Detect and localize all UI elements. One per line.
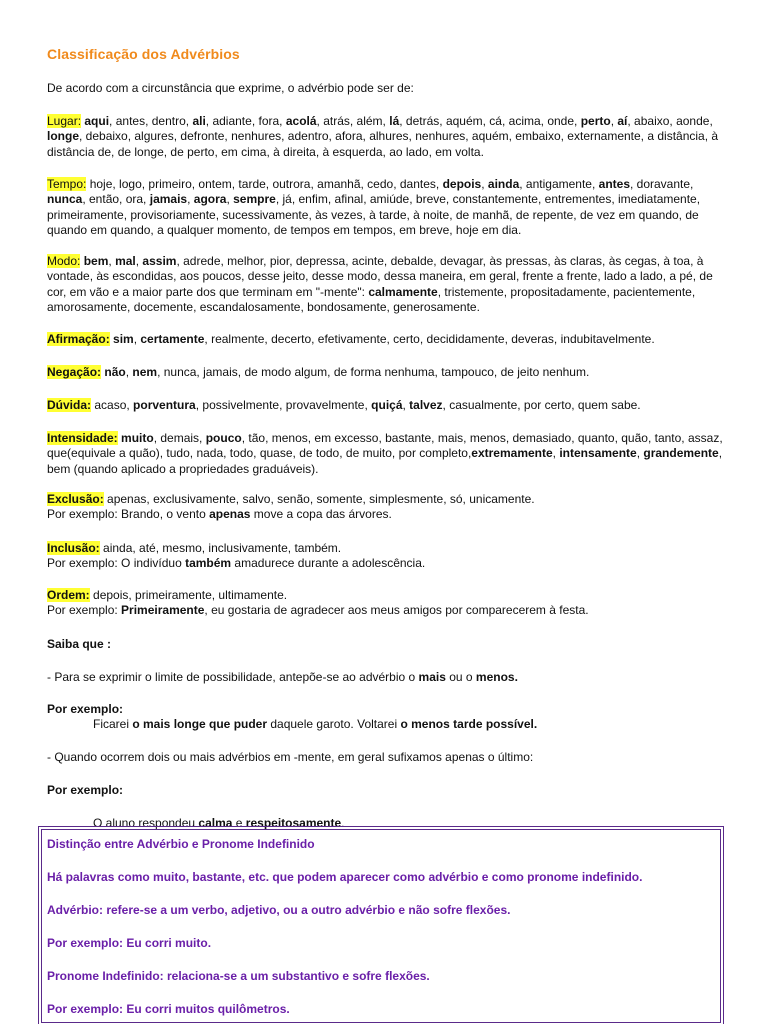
bold-term: aí bbox=[617, 114, 628, 128]
bold-term: depois bbox=[442, 177, 482, 191]
section-body: acaso, porventura, possivelmente, provavelmente, quiçá, talvez, casualmente, por certo, quem sabe. bbox=[91, 398, 641, 412]
bold-term: menos. bbox=[475, 670, 518, 684]
bold-term: lá bbox=[389, 114, 400, 128]
section-intensidade bbox=[47, 431, 727, 477]
section-body: depois, primeiramente, ultimamente. bbox=[89, 588, 288, 602]
section-label: Intensidade: bbox=[47, 431, 118, 445]
section-inclusao bbox=[47, 541, 727, 572]
example-1: Ficarei o mais longe que puder daquele garoto. Voltarei o menos tarde possível. bbox=[93, 717, 538, 731]
distinction-box bbox=[41, 829, 721, 1023]
section-body: bem, mal, assim, adrede, melhor, pior, depressa, acinte, debalde, devagar, às pressas, às claras, às cegas, à toa, à vontade, às escondidas, aos poucos, desse jeito, desse modo, dessa maneira, em geral, frente a frente, lado a lado, a pé, de cor, em vão e a maior parte dos que terminam em "-mente": calmamente, tristemente, propositadamente, pacientemente, amorosamente, docemente, escandalosamente, bondosamente, generosamente. bbox=[47, 254, 713, 315]
box-title: Distinção entre Advérbio e Pronome Indefinido bbox=[47, 837, 315, 851]
section-ordem bbox=[47, 588, 727, 619]
bold-term: nunca bbox=[47, 192, 83, 207]
section-exclusao bbox=[47, 492, 727, 523]
box-line: Por exemplo: Eu corri muito. bbox=[47, 936, 212, 950]
bold-term: o mais longe que puder bbox=[132, 717, 268, 731]
bold-term: agora bbox=[193, 192, 227, 207]
section-body: muito, demais, pouco, tão, menos, em excesso, bastante, mais, menos, demasiado, quanto, quão, tanto, assaz, que(equivale a quão), tudo, nada, todo, quase, de todo, de muito, por completo,extremamente, intensamente, grandemente, bem (quando aplicado a propriedades graduáveis). bbox=[47, 431, 723, 476]
bold-term: apenas bbox=[209, 507, 251, 522]
box-line: Advérbio: refere-se a um verbo, adjetivo, ou a outro advérbio e não sofre flexões. bbox=[47, 903, 511, 917]
bold-term: também bbox=[185, 556, 232, 571]
bold-term: longe bbox=[47, 129, 79, 144]
section-example: Por exemplo: O indivíduo também amadurece durante a adolescência. bbox=[47, 556, 426, 571]
section-duvida bbox=[47, 398, 727, 413]
section-label: Dúvida: bbox=[47, 398, 92, 412]
bold-term: Primeiramente bbox=[121, 603, 205, 618]
bold-term: pouco bbox=[205, 431, 242, 445]
section-label: Ordem: bbox=[47, 588, 90, 602]
section-example: Por exemplo: Brando, o vento apenas move a copa das árvores. bbox=[47, 507, 392, 522]
bold-term: quiçá bbox=[371, 398, 403, 412]
bold-term: mal bbox=[115, 254, 136, 268]
section-modo bbox=[47, 254, 727, 316]
bold-term: sim bbox=[109, 332, 134, 346]
section-lugar bbox=[47, 114, 727, 160]
bold-term: o menos tarde possível. bbox=[400, 717, 538, 731]
section-label: Negação: bbox=[47, 365, 102, 379]
example-heading-2: Por exemplo: bbox=[47, 783, 124, 797]
bold-term: grandemente bbox=[643, 446, 719, 461]
section-body: aqui, antes, dentro, ali, adiante, fora, acolá, atrás, além, lá, detrás, aquém, cá, acima, onde, perto, aí, abaixo, aonde, longe, debaixo, algures, defronte, nenhures, adentro, afora, alhures, nenhures, aquém, embaixo, externamente, a distância, à distância de, de longe, de perto, em cima, à direita, à esquerda, ao lado, em volta. bbox=[47, 114, 719, 159]
example-heading-1: Por exemplo: bbox=[47, 702, 124, 716]
section-afirmacao bbox=[47, 332, 727, 347]
bold-term: ali bbox=[192, 114, 206, 128]
section-body: ainda, até, mesmo, inclusivamente, também. bbox=[99, 541, 342, 555]
section-label: Tempo: bbox=[47, 177, 87, 191]
bold-term: aqui bbox=[84, 114, 110, 128]
page-title: Classificação dos Advérbios bbox=[47, 46, 240, 62]
bold-term: mais bbox=[418, 670, 446, 684]
box-line: Pronome Indefinido: relaciona-se a um substantivo e sofre flexões. bbox=[47, 969, 430, 983]
saiba-rule-2: - Quando ocorrem dois ou mais advérbios em -mente, em geral sufixamos apenas o último: bbox=[47, 750, 534, 764]
section-body: não, nem, nunca, jamais, de modo algum, de forma nenhuma, tampouco, de jeito nenhum. bbox=[101, 365, 590, 379]
section-label: Inclusão: bbox=[47, 541, 100, 555]
bold-term: acolá bbox=[285, 114, 317, 128]
section-negacao bbox=[47, 365, 727, 380]
example-2: O aluno respondeu calma e respeitosamente. bbox=[93, 816, 345, 830]
section-body: hoje, logo, primeiro, ontem, tarde, outrora, amanhã, cedo, dantes, depois, ainda, antigamente, antes, doravante, nunca, então, ora, jamais, agora, sempre, já, enfim, afinal, amiúde, breve, constantemente, entrementes, imediatamente, primeiramente, provisoriamente, sucessivamente, às vezes, à tarde, à noite, de manhã, de repente, de vez em quando, de quando em quando, a qualquer momento, de tempos em tempos, em breve, hoje em dia. bbox=[47, 177, 701, 238]
bold-term: nem bbox=[132, 365, 158, 379]
bold-term: antes bbox=[598, 177, 630, 191]
saiba-heading: Saiba que : bbox=[47, 637, 112, 651]
bold-term: bem bbox=[83, 254, 109, 268]
bold-term: calma bbox=[198, 816, 233, 830]
bold-term: calmamente bbox=[368, 284, 438, 299]
bold-term: não bbox=[101, 365, 126, 379]
bold-term: muito bbox=[117, 431, 154, 445]
section-label: Afirmação: bbox=[47, 332, 110, 346]
bold-term: extremamente bbox=[471, 446, 553, 461]
section-body: sim, certamente, realmente, decerto, efetivamente, certo, decididamente, deveras, indubitavelmente. bbox=[109, 332, 655, 346]
section-example: Por exemplo: Primeiramente, eu gostaria de agradecer aos meus amigos por comparecerem à festa. bbox=[47, 603, 589, 618]
section-tempo bbox=[47, 177, 727, 239]
box-line: Por exemplo: Eu corri muitos quilômetros. bbox=[47, 1002, 290, 1016]
bold-term: intensamente bbox=[559, 446, 637, 461]
bold-term: jamais bbox=[149, 192, 188, 207]
saiba-rule-1: - Para se exprimir o limite de possibilidade, antepõe-se ao advérbio o mais ou o menos. bbox=[47, 670, 518, 684]
bold-term: perto bbox=[580, 114, 611, 128]
section-label: Lugar: bbox=[47, 114, 82, 128]
bold-term: respeitosamente bbox=[245, 816, 342, 830]
intro-text: De acordo com a circunstância que exprime, o advérbio pode ser de: bbox=[47, 81, 414, 95]
bold-term: assim bbox=[142, 254, 177, 268]
bold-term: ainda bbox=[487, 177, 520, 191]
bold-term: certamente bbox=[140, 332, 205, 346]
bold-term: talvez bbox=[409, 398, 443, 412]
section-label: Exclusão: bbox=[47, 492, 104, 506]
box-line: Há palavras como muito, bastante, etc. que podem aparecer como advérbio e como pronome indefinido. bbox=[47, 870, 643, 884]
section-body: apenas, exclusivamente, salvo, senão, somente, simplesmente, só, unicamente. bbox=[103, 492, 535, 506]
bold-term: sempre bbox=[233, 192, 276, 207]
bold-term: porventura bbox=[133, 398, 196, 412]
section-label: Modo: bbox=[47, 254, 81, 268]
